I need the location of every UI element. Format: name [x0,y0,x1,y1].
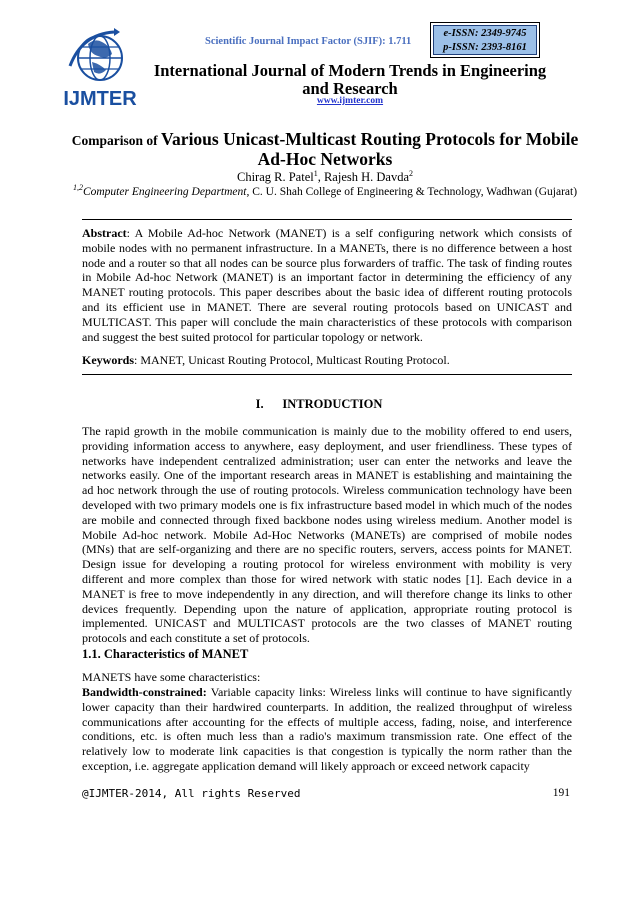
globe-logo-icon [62,26,138,90]
keywords-label: Keywords [82,353,134,367]
page-number: 191 [552,787,570,799]
title-line2: Ad-Hoc Networks [257,149,393,169]
journal-name-line2: and Research [302,79,398,98]
item-text: Variable capacity links: Wireless links will continue to have significantly lower capacity than their hardwired counterparts. In addition, the realized throughput of wireless communications after accounting for the effects of multiple access, fading, noise, and interference conditions, etc. is often much less than a radio's maximum transmission rate. One effect of the relatively low to moderate link capacities is that congestion is typically the norm rather than the exception, i.e. aggregate application demand will likely approach or exceed network capacity [82,685,572,773]
keywords [82,353,572,368]
impact-factor: Scientific Journal Impact Factor (SJIF): 1.711 [205,36,412,47]
characteristics-item [82,685,572,774]
item-label: Bandwidth-constrained: [82,685,207,699]
section-heading-introduction: I. INTRODUCTION [255,397,383,411]
title-main: Various Unicast-Multicast Routing Protocols for Mobile [161,129,579,149]
author-1-sup: 1 [313,169,318,178]
author-2: , Rajesh H. Davda [317,170,410,185]
affiliation-sup: 1,2 [72,183,83,192]
eissn: e-ISSN: 2349-9745 [443,28,527,39]
affiliation [60,183,590,198]
affiliation-institute: C. U. Shah College of Engineering & Technology, Wadhwan (Gujarat) [249,185,578,198]
title-prefix: Comparison of [71,133,162,148]
abstract [82,226,572,344]
logo-text: IJMTER [63,88,137,110]
pissn: p-ISSN: 2393-8161 [443,42,527,53]
footer-copyright: @IJMTER-2014, All rights Reserved [82,787,301,800]
abstract-label: Abstract [82,226,127,240]
subsection-heading: 1.1. Characteristics of MANET [82,647,249,661]
abstract-text: : A Mobile Ad-hoc Network (MANET) is a self configuring network which consists of mobile nodes with no permanent infrastructure. In a MANETs, there is no difference between a host node and a router so that all nodes can be source plus forwarders of traffic. The task of finding routes in Mobile Ad-hoc Network (MANET) is an important factor in determining the efficiency of any MANET routing protocols. This paper describes about the basic idea of different routing protocols and its efficient use in MANET. There are several routing protocols based on UNICAST and MULTICAST. This paper will conclude the main characteristics of these protocols with comparison and suggest the best suited protocol for particular topology or network. [82,226,572,344]
issn-box [430,22,540,58]
journal-name-line1: International Journal of Modern Trends in Engineering [153,61,547,80]
characteristics-intro: MANETS have some characteristics: [82,670,261,684]
rule-top [82,219,572,220]
journal-logo [62,26,138,112]
author-2-sup: 2 [409,169,414,178]
journal-url-link[interactable]: www.ijmter.com [316,96,384,106]
rule-bottom [82,374,572,375]
paper-title [60,130,590,169]
author-1: Chirag R. Patel [236,170,314,185]
journal-name [150,62,550,98]
introduction-text: The rapid growth in the mobile communication is mainly due to the mobility offered to end users, providing information access to anywhere, easy deployment, and user friendliness. These types of networks have independent centralized administration; user can enter the networks and leave the networks easily. One of the important research areas in MANET is establishing and maintaining the ad hoc network through the use of routing protocols. Wireless communication technology have been developed with two primary models one is fix infrastructure based model in which much of the nodes are mobile and connected through fixed backbone nodes using wireless medium. Another model is Mobile Ad-hoc network. Mobile Ad-Hoc Networks (MANETs) are comprised of mobile nodes (MNs) that are self-organizing and there are no specific routers, servers, access points for MANET. Design issue for developing a routing protocol for wireless environment with mobility is very different and more complex than those for wired network with static nodes [1]. Each device in a MANET is free to move independently in any direction, and will therefore change its links to other devices frequently. Depending upon the nature of application, appropriate routing protocol is implemented. UNICAST and MULTICAST protocols are the two classes of MANET routing protocols and each constitute a set of protocols. [82,424,572,646]
keywords-text: : MANET, Unicast Routing Protocol, Multicast Routing Protocol. [134,353,450,367]
affiliation-dept: Computer Engineering Department, [82,185,250,198]
issn-inner [433,25,537,55]
